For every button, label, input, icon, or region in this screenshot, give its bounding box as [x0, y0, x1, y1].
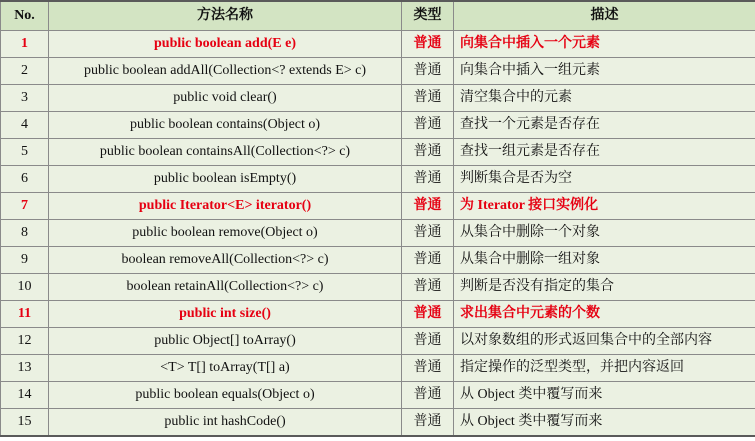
row-type: 普通	[402, 31, 454, 58]
row-type: 普通	[402, 355, 454, 382]
table-row	[1, 409, 755, 437]
table-row	[1, 193, 755, 220]
row-description: 求出集合中元素的个数	[454, 301, 755, 328]
row-description: 从 Object 类中覆写而来	[454, 409, 755, 437]
row-type: 普通	[402, 220, 454, 247]
table-row	[1, 328, 755, 355]
row-number: 6	[1, 166, 49, 193]
table-row	[1, 247, 755, 274]
row-number: 12	[1, 328, 49, 355]
table-row	[1, 139, 755, 166]
table-row	[1, 31, 755, 58]
row-number: 3	[1, 85, 49, 112]
row-method-name: public int hashCode()	[49, 409, 402, 437]
row-type: 普通	[402, 193, 454, 220]
row-method-name: public boolean contains(Object o)	[49, 112, 402, 139]
table-row	[1, 58, 755, 85]
table-row	[1, 220, 755, 247]
row-type: 普通	[402, 382, 454, 409]
row-type: 普通	[402, 301, 454, 328]
row-type: 普通	[402, 328, 454, 355]
row-method-name: public boolean isEmpty()	[49, 166, 402, 193]
row-description: 从集合中删除一组对象	[454, 247, 755, 274]
row-number: 14	[1, 382, 49, 409]
row-method-name: public boolean containsAll(Collection<?> c)	[49, 139, 402, 166]
row-type: 普通	[402, 409, 454, 437]
row-number: 7	[1, 193, 49, 220]
table-row	[1, 85, 755, 112]
row-method-name: boolean retainAll(Collection<?> c)	[49, 274, 402, 301]
table-header-row	[1, 1, 755, 31]
table-row	[1, 112, 755, 139]
row-type: 普通	[402, 85, 454, 112]
row-number: 1	[1, 31, 49, 58]
row-number: 2	[1, 58, 49, 85]
row-type: 普通	[402, 139, 454, 166]
row-description: 为 Iterator 接口实例化	[454, 193, 755, 220]
table-row	[1, 382, 755, 409]
row-description: 向集合中插入一组元素	[454, 58, 755, 85]
row-method-name: boolean removeAll(Collection<?> c)	[49, 247, 402, 274]
row-method-name: public void clear()	[49, 85, 402, 112]
row-description: 以对象数组的形式返回集合中的全部内容	[454, 328, 755, 355]
row-type: 普通	[402, 112, 454, 139]
row-description: 查找一组元素是否存在	[454, 139, 755, 166]
row-number: 13	[1, 355, 49, 382]
row-type: 普通	[402, 166, 454, 193]
row-method-name: public Object[] toArray()	[49, 328, 402, 355]
row-description: 判断集合是否为空	[454, 166, 755, 193]
header-method-name: 方法名称	[49, 1, 402, 31]
row-type: 普通	[402, 58, 454, 85]
row-description: 向集合中插入一个元素	[454, 31, 755, 58]
row-method-name: public boolean remove(Object o)	[49, 220, 402, 247]
row-number: 4	[1, 112, 49, 139]
table-body	[1, 31, 755, 437]
row-number: 15	[1, 409, 49, 437]
header-no: No.	[1, 1, 49, 31]
row-description: 从集合中删除一个对象	[454, 220, 755, 247]
header-description: 描述	[454, 1, 755, 31]
row-method-name: public boolean equals(Object o)	[49, 382, 402, 409]
table-row	[1, 301, 755, 328]
row-method-name: public int size()	[49, 301, 402, 328]
row-description: 指定操作的泛型类型，并把内容返回	[454, 355, 755, 382]
row-number: 11	[1, 301, 49, 328]
row-method-name: public Iterator<E> iterator()	[49, 193, 402, 220]
row-description: 查找一个元素是否存在	[454, 112, 755, 139]
table-row	[1, 274, 755, 301]
row-method-name: <T> T[] toArray(T[] a)	[49, 355, 402, 382]
header-type: 类型	[402, 1, 454, 31]
table-row	[1, 166, 755, 193]
table-row	[1, 355, 755, 382]
row-number: 9	[1, 247, 49, 274]
row-type: 普通	[402, 274, 454, 301]
row-number: 5	[1, 139, 49, 166]
row-description: 判断是否没有指定的集合	[454, 274, 755, 301]
row-method-name: public boolean addAll(Collection<? extends E> c)	[49, 58, 402, 85]
row-number: 8	[1, 220, 49, 247]
row-type: 普通	[402, 247, 454, 274]
row-description: 从 Object 类中覆写而来	[454, 382, 755, 409]
row-description: 清空集合中的元素	[454, 85, 755, 112]
row-number: 10	[1, 274, 49, 301]
row-method-name: public boolean add(E e)	[49, 31, 402, 58]
